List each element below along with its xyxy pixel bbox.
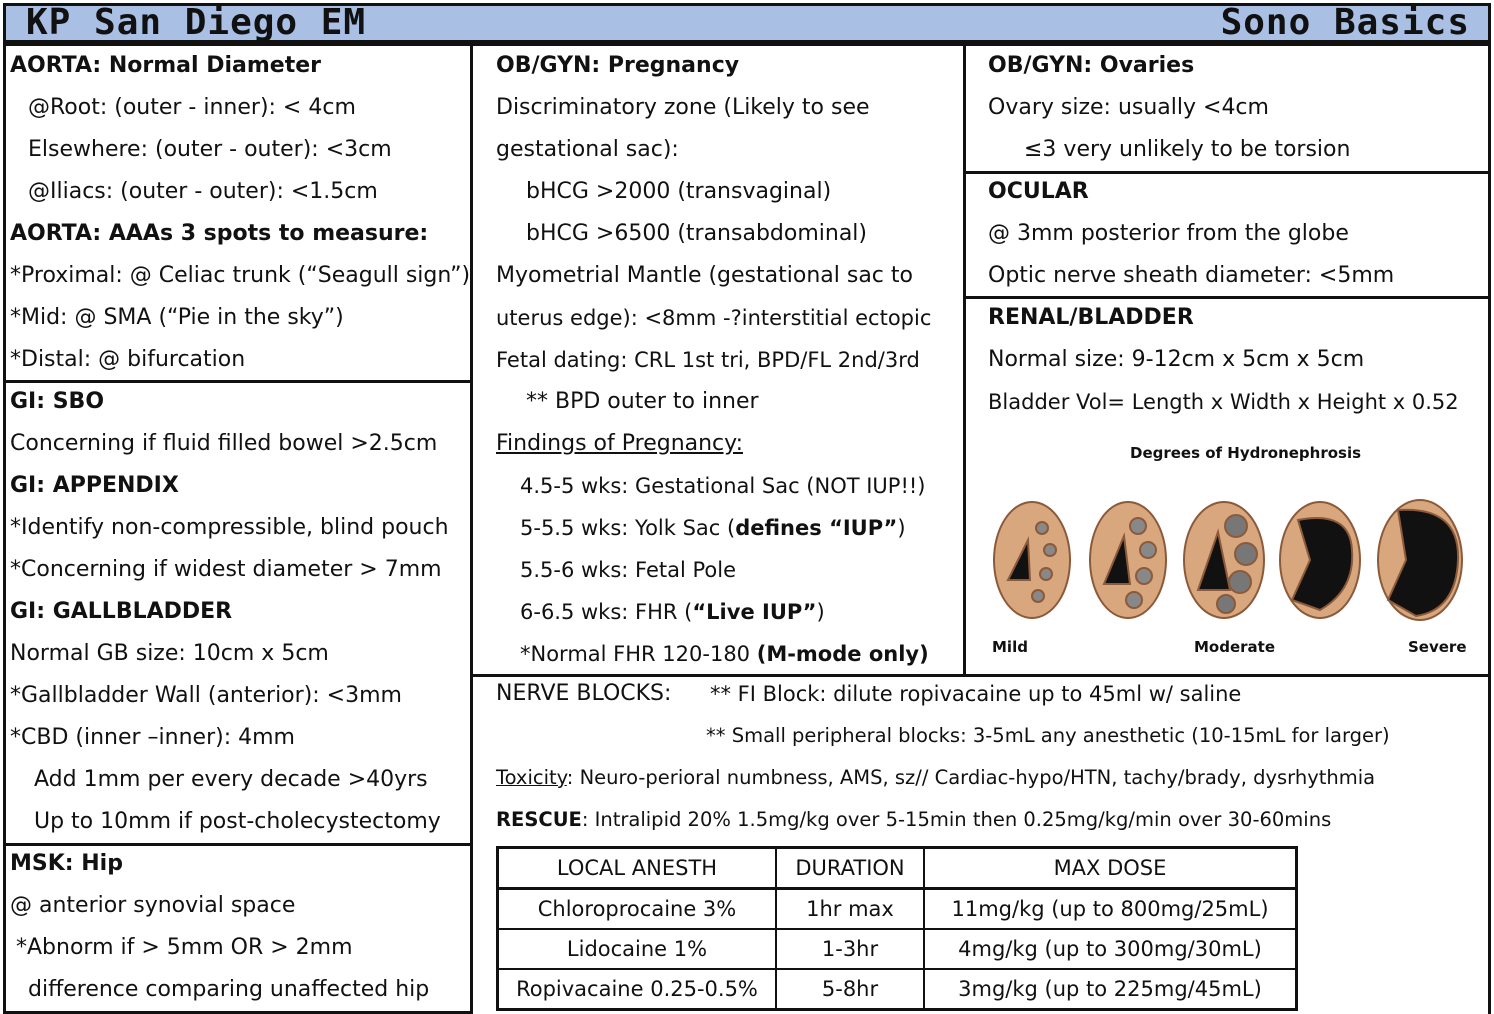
ovaries-line-2: ≤3 very unlikely to be torsion: [1024, 137, 1351, 162]
hydronephrosis-figure: [980, 440, 1486, 670]
gb-wall: *Gallbladder Wall (anterior): <3mm: [10, 683, 402, 708]
finding-4-bold: “Live IUP”: [692, 600, 817, 624]
renal-title: RENAL/BLADDER: [988, 305, 1194, 330]
gi-appendix-title: GI: APPENDIX: [10, 473, 179, 498]
kidney-moderate: [1184, 502, 1264, 618]
hydro-label-mild: Mild: [992, 638, 1028, 656]
nerve-blocks-line-2: ** Small peripheral blocks: 3-5mL any anesthetic (10-15mL for larger): [706, 724, 1390, 747]
finding-4: [520, 591, 825, 633]
gb-decade: Add 1mm per every decade >40yrs: [34, 767, 428, 792]
ocular-line-2: Optic nerve sheath diameter: <5mm: [988, 263, 1395, 288]
gi-appendix-line-1: *Identify non-compressible, blind pouch: [10, 515, 449, 540]
table-cell: 3mg/kg (up to 225mg/45mL): [924, 969, 1297, 1010]
ocular-line-1: @ 3mm posterior from the globe: [988, 221, 1349, 246]
renal-line-2: Bladder Vol= Length x Width x Height x 0.52: [988, 390, 1459, 414]
finding-5-text: *Normal FHR 120-180: [520, 642, 757, 666]
finding-4-end: ): [816, 600, 825, 624]
preg-line-8: ** BPD outer to inner: [526, 389, 759, 414]
table-row: [498, 969, 1297, 1010]
table-cell: 1-3hr: [776, 929, 924, 969]
msk-hip-line-3: difference comparing unaffected hip: [28, 977, 430, 1002]
rescue-label: RESCUE: [496, 808, 582, 831]
finding-2-end: ): [897, 516, 906, 540]
toxicity-text: : Neuro-perioral numbness, AMS, sz// Cardiac-hypo/HTN, tachy/brady, dysrhythmia: [566, 766, 1376, 789]
aorta-normal-title: AORTA: Normal Diameter: [10, 53, 321, 78]
pregnancy-title: OB/GYN: Pregnancy: [496, 53, 740, 78]
kidney-moderate-severe: [1280, 502, 1360, 618]
anesthetic-dose-table: [496, 846, 1298, 1011]
kidney-illustration: [980, 440, 1486, 670]
table-row: [498, 889, 1297, 930]
preg-line-2: gestational sac):: [496, 137, 679, 162]
toxicity-label: Toxicity: [496, 766, 567, 789]
aorta-root: @Root: (outer - inner): < 4cm: [28, 95, 356, 120]
nerve-blocks-label: NERVE BLOCKS:: [496, 681, 672, 706]
finding-3: 5.5-6 wks: Fetal Pole: [520, 558, 737, 582]
aorta-mid: *Mid: @ SMA (“Pie in the sky”): [10, 305, 344, 330]
kidney-mild-moderate: [1090, 502, 1166, 618]
preg-line-4: bHCG >6500 (transabdominal): [526, 221, 867, 246]
table-cell: Lidocaine 1%: [498, 929, 777, 969]
preg-line-5: Myometrial Mantle (gestational sac to: [496, 263, 913, 288]
gb-cbd: *CBD (inner –inner): 4mm: [10, 725, 295, 750]
table-cell: Ropivacaine 0.25-0.5%: [498, 969, 777, 1010]
aorta-aaa-title: AORTA: AAAs 3 spots to measure:: [10, 221, 429, 246]
msk-hip-line-2: *Abnorm if > 5mm OR > 2mm: [16, 935, 353, 960]
finding-2-text: 5-5.5 wks: Yolk Sac (: [520, 516, 736, 540]
table-cell: 1hr max: [776, 889, 924, 930]
header-bar: [3, 3, 1491, 43]
aorta-elsewhere: Elsewhere: (outer - outer): <3cm: [28, 137, 392, 162]
table-cell: 11mg/kg (up to 800mg/25mL): [924, 889, 1297, 930]
rescue-line: [496, 799, 1331, 841]
header-left-title: KP San Diego EM: [26, 2, 367, 43]
aorta-distal: *Distal: @ bifurcation: [10, 347, 246, 372]
gi-sbo-title: GI: SBO: [10, 389, 105, 414]
finding-4-text: 6-6.5 wks: FHR (: [520, 600, 693, 624]
toxicity-line: [496, 757, 1375, 799]
preg-line-3: bHCG >2000 (transvaginal): [526, 179, 832, 204]
table-row: [498, 929, 1297, 969]
aorta-proximal: *Proximal: @ Celiac trunk (“Seagull sign”): [10, 263, 471, 288]
gb-post-chole: Up to 10mm if post-cholecystectomy: [34, 809, 441, 834]
table-header-row: [498, 848, 1297, 889]
ovaries-line-1: Ovary size: usually <4cm: [988, 95, 1269, 120]
nerve-blocks-line-1: ** FI Block: dilute ropivacaine up to 45ml w/ saline: [710, 682, 1242, 706]
finding-5: [520, 633, 929, 675]
hydro-label-moderate: Moderate: [1194, 638, 1276, 656]
table-header-cell: DURATION: [776, 848, 924, 889]
preg-line-1: Discriminatory zone (Likely to see: [496, 95, 870, 120]
rescue-text: : Intralipid 20% 1.5mg/kg over 5-15min then 0.25mg/kg/min over 30-60mins: [581, 808, 1332, 831]
header-right-title: Sono Basics: [1220, 2, 1470, 43]
msk-hip-line-1: @ anterior synovial space: [10, 893, 296, 918]
msk-hip-title: MSK: Hip: [10, 851, 123, 876]
gb-size: Normal GB size: 10cm x 5cm: [10, 641, 329, 666]
finding-2-bold: defines “IUP”: [735, 516, 898, 540]
preg-line-7: Fetal dating: CRL 1st tri, BPD/FL 2nd/3rd: [496, 348, 920, 372]
table-header-cell: MAX DOSE: [924, 848, 1297, 889]
table-cell: 4mg/kg (up to 300mg/30mL): [924, 929, 1297, 969]
renal-line-1: Normal size: 9-12cm x 5cm x 5cm: [988, 347, 1365, 372]
kidney-mild: [994, 502, 1070, 618]
gi-sbo-line: Concerning if fluid filled bowel >2.5cm: [10, 431, 438, 456]
hydro-figure-title: Degrees of Hydronephrosis: [1130, 444, 1362, 462]
gi-appendix-line-2: *Concerning if widest diameter > 7mm: [10, 557, 442, 582]
aorta-iliacs: @Iliacs: (outer - outer): <1.5cm: [28, 179, 378, 204]
kidney-severe: [1378, 500, 1462, 620]
table-header-cell: LOCAL ANESTH: [498, 848, 777, 889]
table-cell: 5-8hr: [776, 969, 924, 1010]
finding-1: 4.5-5 wks: Gestational Sac (NOT IUP!!): [520, 474, 926, 498]
gi-gallbladder-title: GI: GALLBLADDER: [10, 599, 233, 624]
hydro-label-severe: Severe: [1408, 638, 1467, 656]
findings-title: Findings of Pregnancy:: [496, 431, 743, 456]
finding-2: [520, 507, 906, 549]
preg-line-6: uterus edge): <8mm -?interstitial ectopic: [496, 306, 932, 330]
ocular-title: OCULAR: [988, 179, 1089, 204]
ovaries-title: OB/GYN: Ovaries: [988, 53, 1195, 78]
table-cell: Chloroprocaine 3%: [498, 889, 777, 930]
finding-5-bold: (M-mode only): [756, 642, 929, 666]
